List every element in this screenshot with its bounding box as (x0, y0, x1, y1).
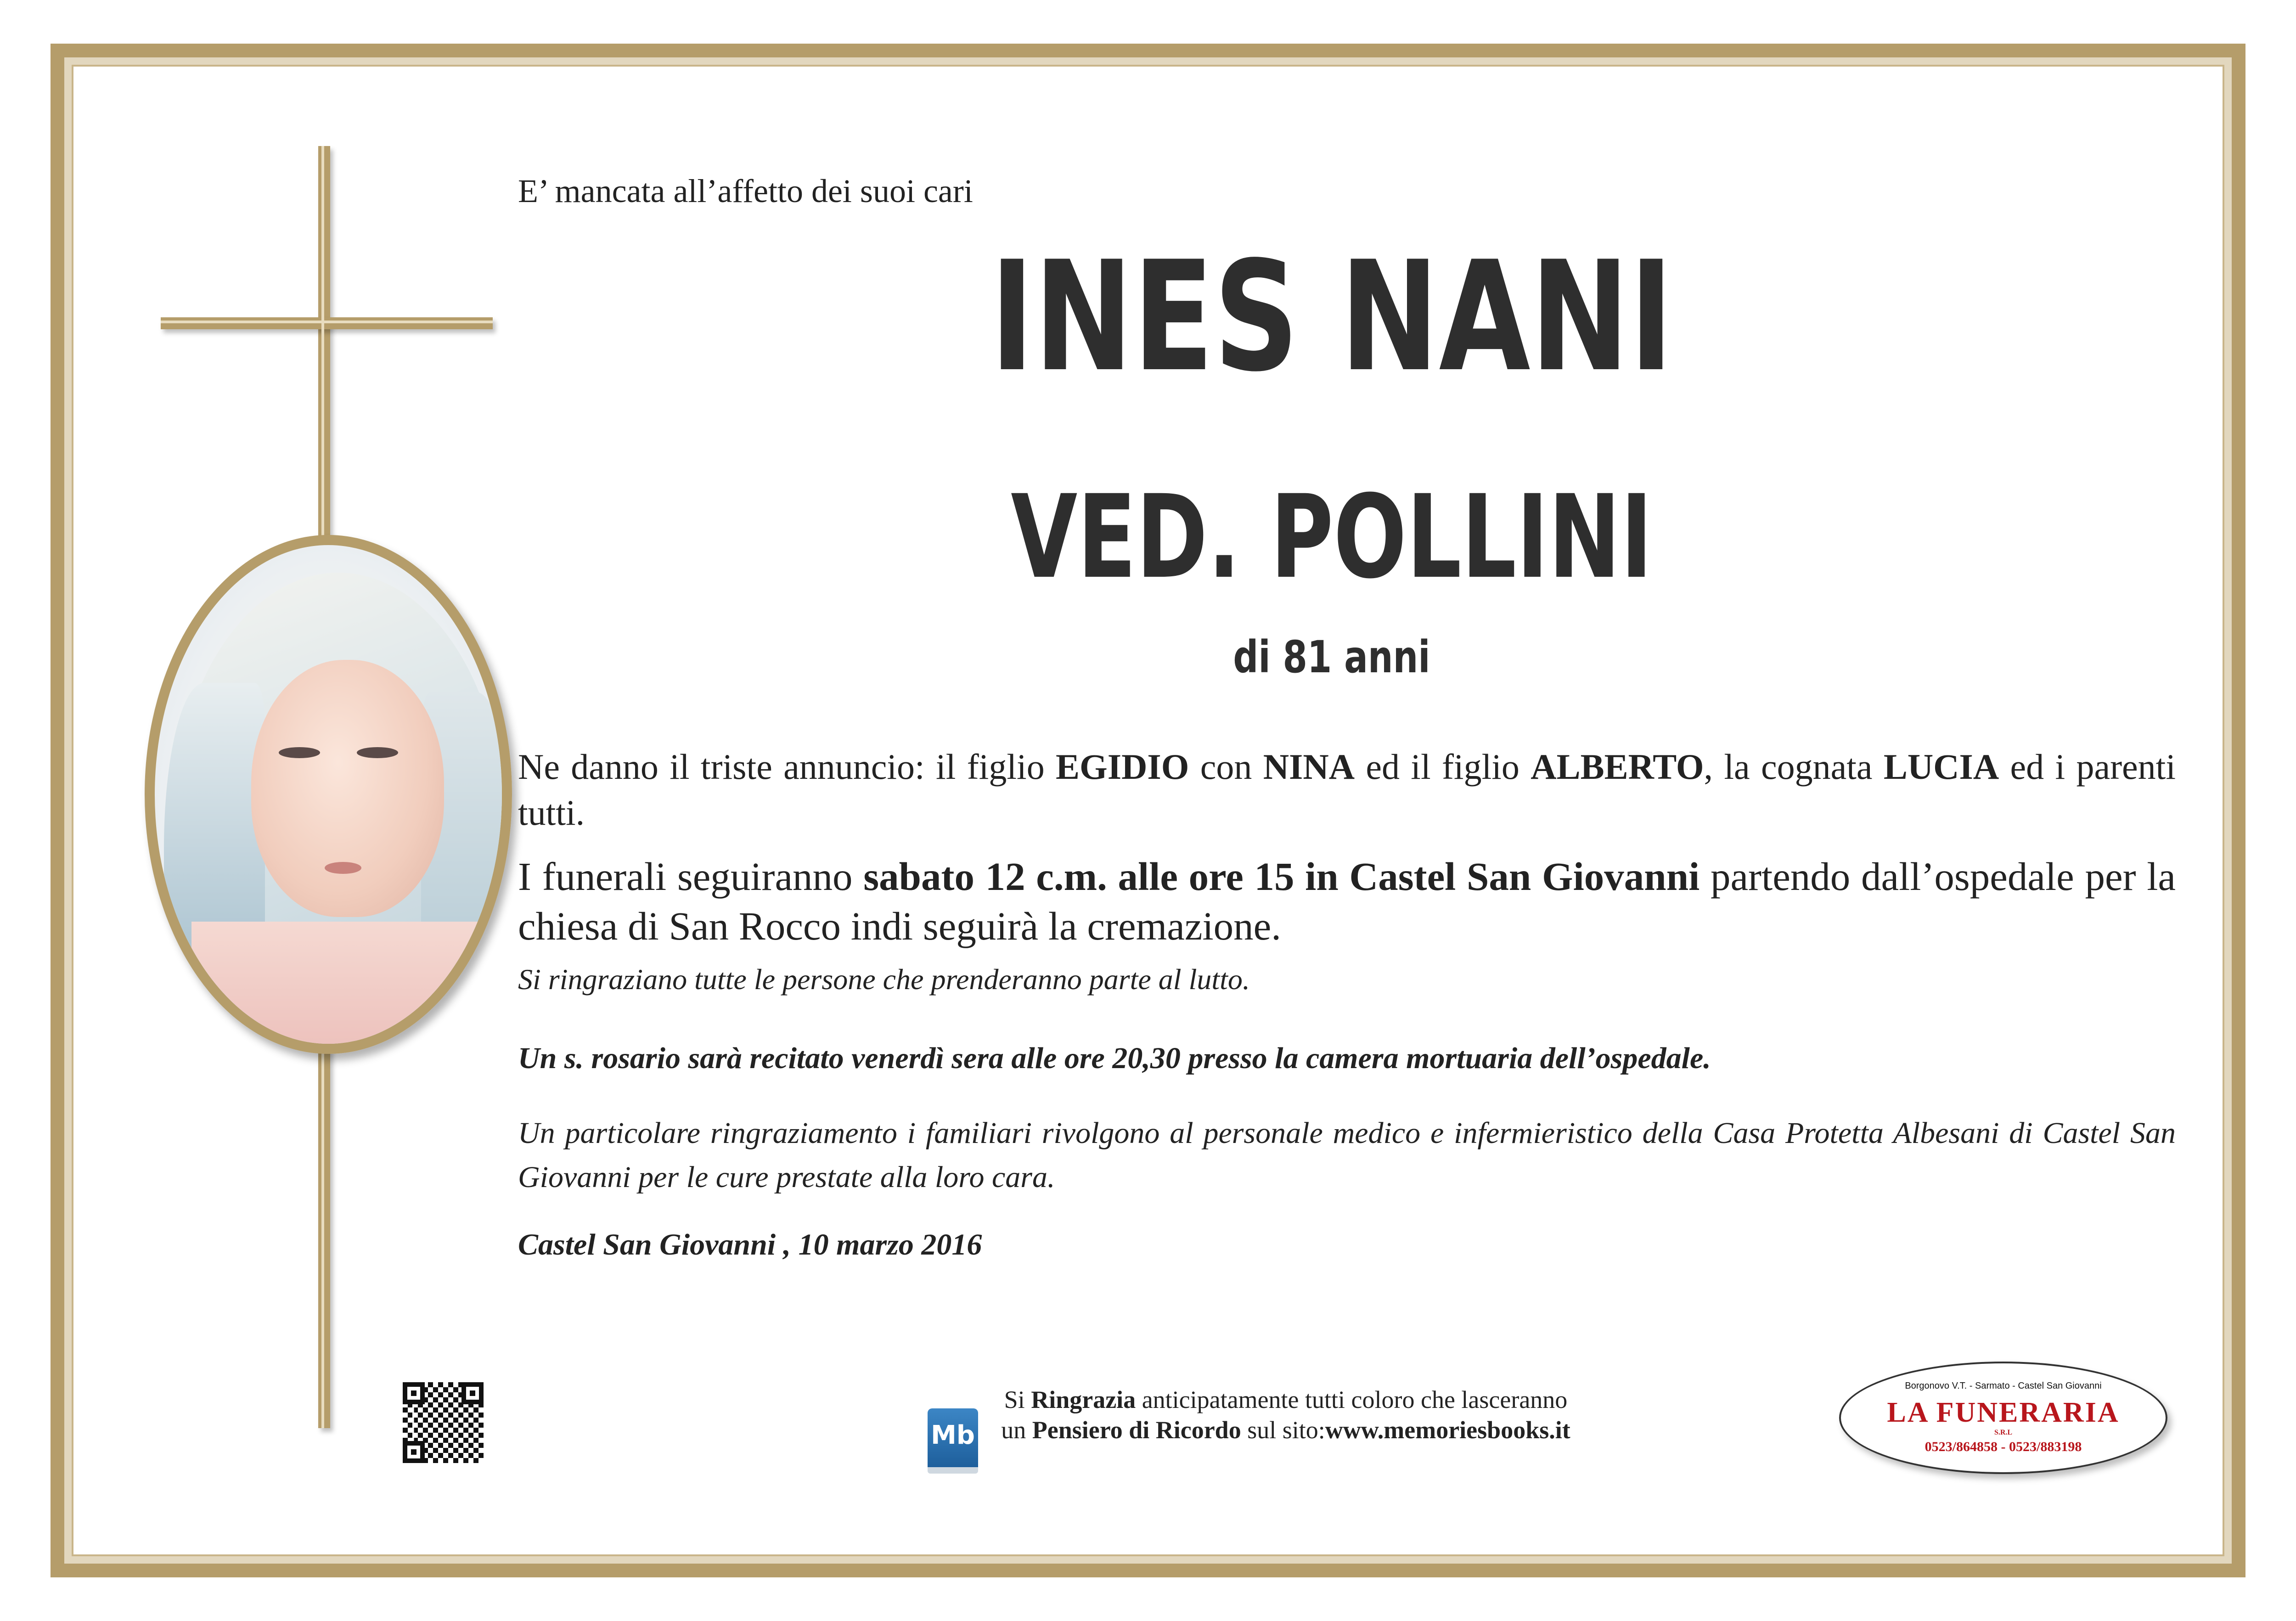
intro-line: E’ mancata all’affetto dei suoi cari (518, 173, 973, 209)
funeral-home-phones: 0523/864858 - 0523/883198 (1925, 1439, 2082, 1454)
funeral-suffix: partendo dall’ospedale per la chiesa di San Rocco indi seguirà la cremazione. (518, 854, 2176, 948)
thanks-prefix: Si (1004, 1386, 1031, 1413)
portrait-lips (325, 862, 361, 874)
announcement-prefix: Ne danno il triste annuncio: il figlio (518, 747, 1056, 787)
son-name-2: ALBERTO (1531, 747, 1704, 787)
portrait-robe (191, 922, 485, 1054)
place-and-date: Castel San Giovanni , 10 marzo 2016 (518, 1228, 982, 1261)
cross-highlight-horizontal (161, 321, 493, 323)
memoriesbooks-thanks (996, 1385, 1575, 1445)
announcement-mid-2: ed il figlio (1355, 747, 1531, 787)
rosary-notice: Un s. rosario sarà recitato venerdì sera alle ore 20,30 presso la camera mortuaria dell’ospedale. (518, 1041, 1711, 1075)
funeral-home-name: LA FUNERARIA (1887, 1397, 2120, 1428)
son-name-1: EGIDIO (1056, 747, 1189, 787)
qr-finder-bottom-left (403, 1441, 425, 1463)
thanks-mid-2: sul sito: (1241, 1416, 1325, 1444)
cross-horizontal-bar (161, 317, 493, 329)
funeral-paragraph (518, 852, 2176, 951)
qr-finder-top-left (403, 1382, 425, 1404)
deceased-name: INES NANI (990, 229, 1673, 405)
announcement-mid-1: con (1189, 747, 1263, 787)
madonna-portrait (145, 535, 512, 1054)
thanks-mid-1: anticipatamente tutti coloro che lasceranno un (1001, 1386, 1568, 1444)
memoriesbooks-book-icon: Mb (928, 1408, 978, 1474)
sister-in-law-name: LUCIA (1883, 747, 1999, 787)
thanks-participants: Si ringraziano tutte le persone che prenderanno parte al lutto. (518, 963, 1250, 996)
portrait-eye-right (357, 747, 398, 758)
special-thanks: Un particolare ringraziamento i familiari rivolgono al personale medico e infermieristico della Casa Protetta Albesani di Castel San Giovanni per le cure prestate alla loro cara. (518, 1116, 2176, 1194)
announcement-mid-3: , la cognata (1704, 747, 1884, 787)
thanks-bold-ringrazia: Ringrazia (1031, 1386, 1136, 1413)
spouse-name-1: NINA (1263, 747, 1355, 787)
deceased-married-name: VED. POLLINI (1011, 470, 1653, 604)
funeral-home-legal: S.R.L (1994, 1429, 2013, 1436)
thanks-bold-pensiero: Pensiero di Ricordo (1032, 1416, 1241, 1444)
memoriesbooks-link[interactable]: www.memoriesbooks.it (1325, 1416, 1570, 1444)
qr-finder-top-right (461, 1382, 484, 1404)
qr-code-icon[interactable] (403, 1382, 484, 1463)
funeral-home-logo (1839, 1362, 2167, 1474)
announcement-suffix: ed i parenti tutti. (518, 747, 2176, 833)
portrait-face (251, 660, 444, 917)
announcement-paragraph (518, 744, 2176, 836)
deceased-age: di 81 anni (1233, 631, 1430, 683)
funeral-when-where: sabato 12 c.m. alle ore 15 in Castel San Giovanni (863, 854, 1700, 899)
portrait-eye-left (279, 747, 320, 758)
funeral-home-locations: Borgonovo V.T. - Sarmato - Castel San Giovanni (1905, 1381, 2102, 1391)
funeral-prefix: I funerali seguiranno (518, 854, 864, 899)
